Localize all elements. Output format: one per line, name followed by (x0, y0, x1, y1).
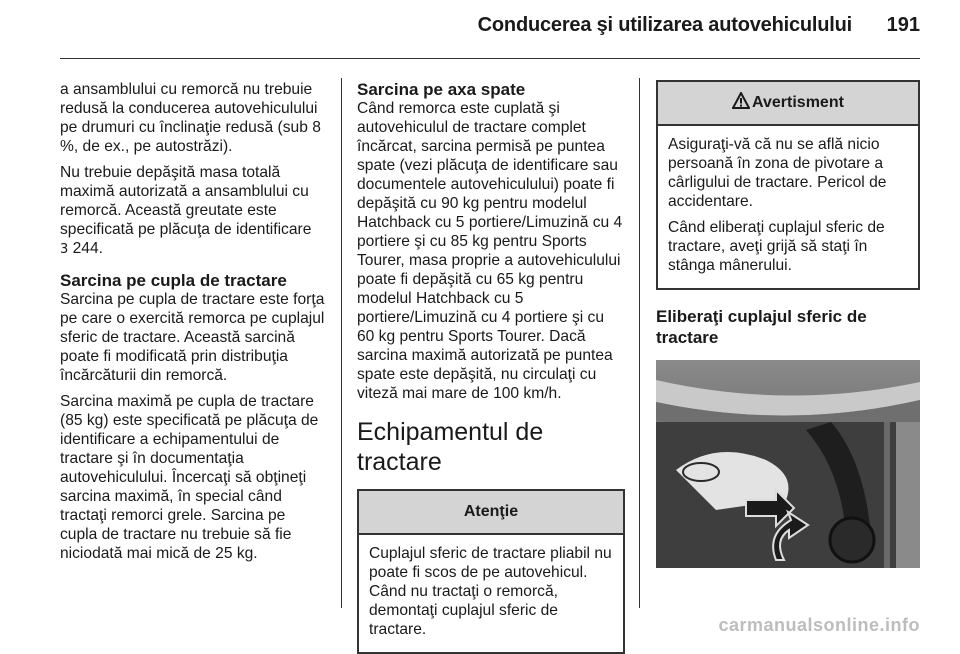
reference-arrow-icon: 3 (60, 242, 69, 257)
page-reference-link[interactable] (60, 239, 103, 259)
page-number: 191 (886, 14, 920, 36)
column-3 (656, 80, 920, 568)
warning-title: Avertisment (752, 94, 844, 111)
warning-body (658, 126, 918, 288)
paragraph: Sarcina pe cupla de tractare este forţa pe care o exercită remorca pe cuplajul sferic de tractare. Această sarcină poate fi modificată prin distribuţia încărcăturii din remorcă. (60, 291, 325, 384)
warning-text: Când eliberaţi cuplajul sferic de tractare, aveţi grijă să staţi în stânga mânerului. (668, 219, 885, 274)
caution-text: Cuplajul sferic de tractare pliabil nu poate fi scos de pe autovehicul. Când nu tractaţi o remorcă, demontaţi cuplajul sferic de tractare. (369, 545, 612, 638)
header-rule (60, 58, 920, 59)
paragraph: Când remorca este cuplată şi autovehiculul de tractare complet încărcat, sarcina permisă pe puntea spate (vezi plăcuţa de identificare sau documentele autovehiculului) poate fi depăşită cu 90 kg pentru modelul Hatchback cu 5 portiere/Limuzină cu 4 portiere şi cu 85 kg pentru Sports Tourer, masa proprie a autovehiculului poate fi depăşită cu 65 kg pentru modelul Hatchback cu 5 portiere/Limuzină cu 4 portiere şi cu 60 kg pentru Sports Tourer. Dacă sarcina maximă autorizată pe puntea spate este depăşită, nu circulaţi cu viteză mai mare de 100 km/h. (357, 100, 623, 402)
caution-body (359, 535, 623, 652)
section-heading: Sarcina pe axa spate (357, 80, 526, 99)
warning-text: Asiguraţi-vă că nu se află nicio persoană în zona de pivotare a cârligului de tractare. Pericol de accidentare. (668, 136, 887, 210)
column-2 (357, 80, 625, 654)
paragraph (60, 163, 326, 259)
warning-box (656, 80, 920, 290)
column-divider-2 (639, 78, 640, 608)
watermark: carmanualsonline.info (718, 615, 920, 635)
warning-triangle-icon (732, 84, 750, 126)
warning-header (658, 82, 918, 126)
caution-box (357, 489, 625, 654)
reference-page: 244. (72, 240, 103, 257)
paragraph-text: Nu trebuie depăşită masa totală maximă autorizată a ansamblului cu remorcă. Această greutate este specificată pe plăcuţa de identificare (60, 164, 312, 238)
paragraph: a ansamblului cu remorcă nu trebuie redusă la conducerea autovehiculului pe drumuri cu înclinaţie redusă (sub 8 %, de ex., pe autostrăzi). (60, 81, 321, 155)
section-heading: Eliberaţi cuplajul sferic de tractare (656, 307, 867, 347)
column-1 (60, 80, 326, 570)
page-header-title: Conducerea şi utilizarea autovehiculului (477, 14, 852, 36)
caution-title: Atenţie (359, 491, 623, 535)
tow-hitch-release-photo (656, 360, 920, 568)
chapter-heading: Echipamentul de tractare (357, 418, 544, 476)
paragraph: Sarcina maximă pe cupla de tractare (85 kg) este specificată pe plăcuţa de identificare a echipamentului de tractare şi în documentaţia autovehiculului. Încercaţi să obţineţi sarcina maximă, în special când tractaţi remorci grele. Sarcina pe cupla de tractare nu trebuie să fie niciodată mai mică de 25 kg. (60, 393, 319, 562)
section-heading: Sarcina pe cupla de tractare (60, 271, 287, 290)
column-divider-1 (341, 78, 342, 608)
